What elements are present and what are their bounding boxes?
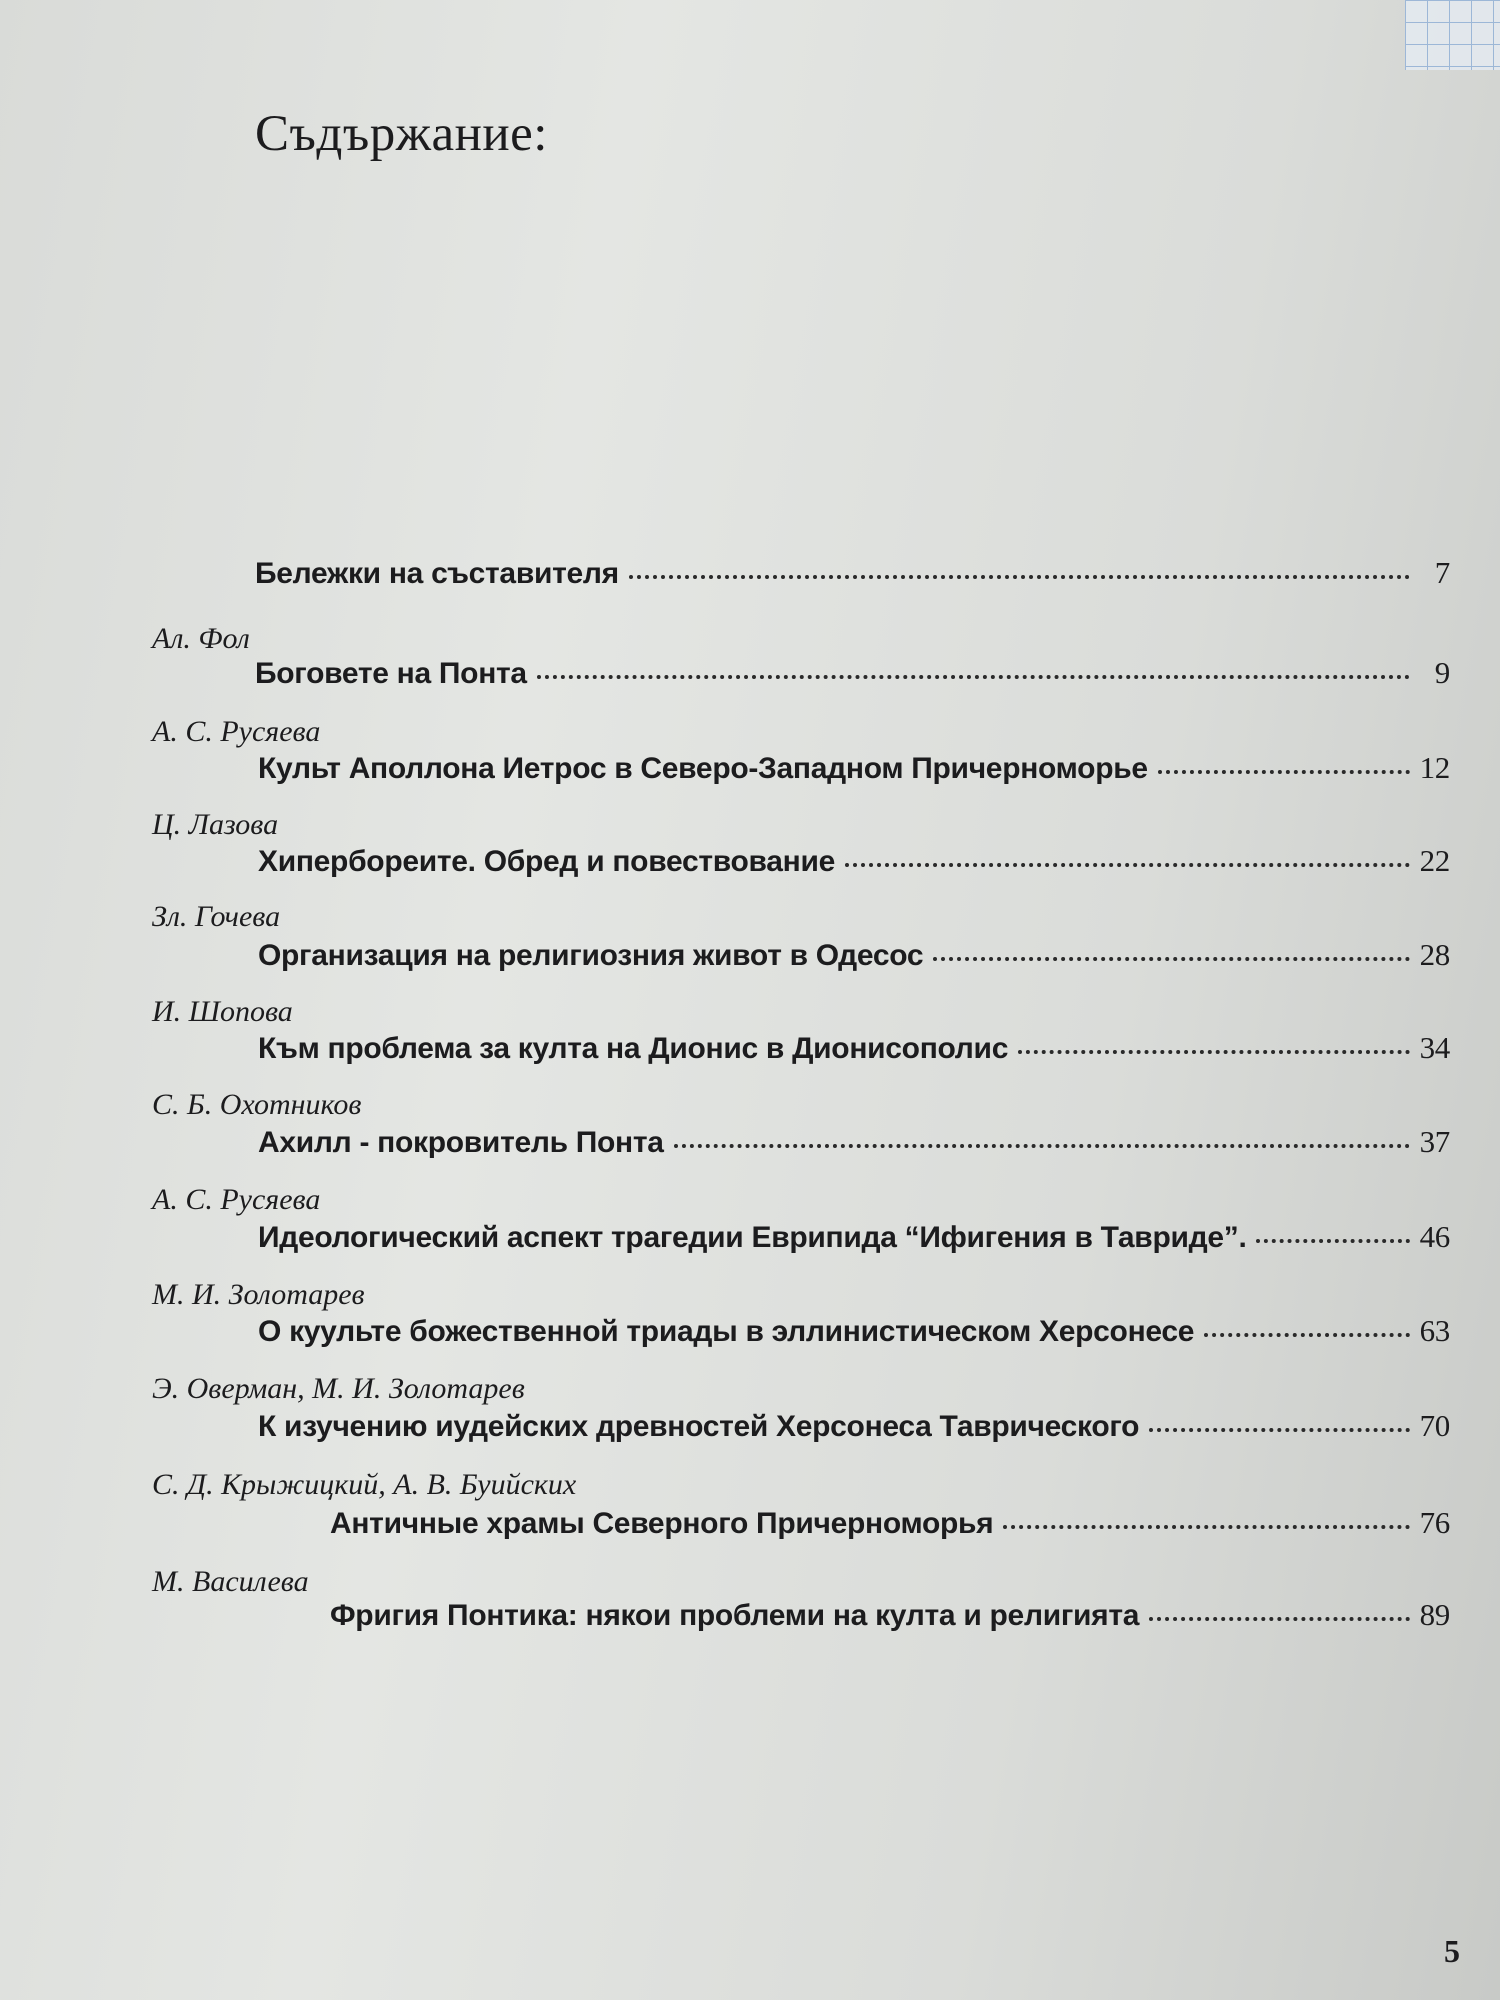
toc-entry-page: 46 [1419,1219,1450,1254]
toc-entry[interactable] [258,1219,1450,1255]
dot-leader [1018,1049,1410,1054]
toc-author: Э. Оверман, М. И. Золотарев [152,1372,525,1405]
dot-leader [537,674,1410,679]
toc-author: И. Шопова [152,995,293,1028]
dot-leader [1149,1616,1409,1621]
toc-entry-page: 70 [1419,1408,1450,1443]
dot-leader [1003,1524,1409,1529]
dot-leader [1158,769,1410,774]
toc-entry-title: Культ Аполлона Иетрос в Северо-Западном Причерноморье [258,752,1148,785]
toc-entry-title: Ахилл - покровитель Понта [258,1126,664,1159]
toc-entry-title: К изучению иудейских древностей Херсонеса Таврического [258,1410,1140,1443]
toc-entry-page: 7 [1434,555,1450,590]
toc-entry[interactable] [330,1505,1450,1541]
dot-leader [629,574,1410,579]
toc-entry-title: Идеологический аспект трагедии Еврипида “Ифигения в Тавриде”. [258,1221,1247,1254]
toc-entry-title: Фригия Понтика: някои проблеми на култа и религията [330,1599,1140,1632]
toc-author: А. С. Русяева [152,715,321,748]
toc-entry[interactable] [255,555,1450,591]
toc-author: А. С. Русяева [152,1183,321,1216]
dot-leader [1256,1238,1409,1243]
toc-entry-page: 9 [1434,655,1450,690]
toc-entry-page: 37 [1419,1124,1450,1159]
dot-leader [1149,1427,1409,1432]
toc-entry-page: 28 [1419,937,1450,972]
page-title: Съдържание: [255,106,548,162]
toc-author: Зл. Гочева [152,900,281,933]
toc-entry[interactable] [330,1597,1450,1633]
dot-leader [674,1143,1410,1148]
toc-entry[interactable] [255,655,1450,691]
toc-author: М. Василева [152,1565,309,1598]
toc-entry[interactable] [258,843,1450,879]
toc-entry-title: Боговете на Понта [255,657,527,690]
toc-entry[interactable] [258,937,1450,973]
toc-entry[interactable] [258,1030,1450,1066]
toc-entry[interactable] [258,1124,1450,1160]
toc-author: М. И. Золотарев [152,1278,365,1311]
toc-author: С. Д. Крыжицкий, А. В. Буийских [152,1468,577,1501]
toc-entry-page: 76 [1419,1505,1450,1540]
dot-leader [1204,1332,1409,1337]
toc-entry[interactable] [258,1313,1450,1349]
toc-entry-page: 12 [1419,750,1450,785]
page-number: 5 [1444,1933,1460,1969]
toc-entry-title: Бележки на съставителя [255,557,619,590]
toc-entry-title: О куульте божественной триады в эллинистическом Херсонесе [258,1315,1195,1348]
toc-entry-title: Организация на религиозния живот в Одесос [258,939,924,972]
toc-entry-title: Хипербореите. Обред и повествование [258,845,835,878]
dot-leader [845,862,1410,867]
toc-entry-page: 34 [1419,1030,1450,1065]
toc-entry-title: Античные храмы Северного Причерноморья [330,1507,994,1540]
dot-leader [933,956,1409,961]
toc-entry[interactable] [258,1408,1450,1444]
toc-entry-title: Към проблема за култа на Дионис в Дионисополис [258,1032,1009,1065]
toc-entry[interactable] [258,750,1450,786]
toc-entry-page: 63 [1419,1313,1450,1348]
toc-author: С. Б. Охотников [152,1088,362,1121]
toc-author: Ал. Фол [152,622,250,655]
toc-entry-page: 22 [1419,843,1450,878]
toc-entry-page: 89 [1419,1597,1450,1632]
toc-author: Ц. Лазова [152,808,279,841]
